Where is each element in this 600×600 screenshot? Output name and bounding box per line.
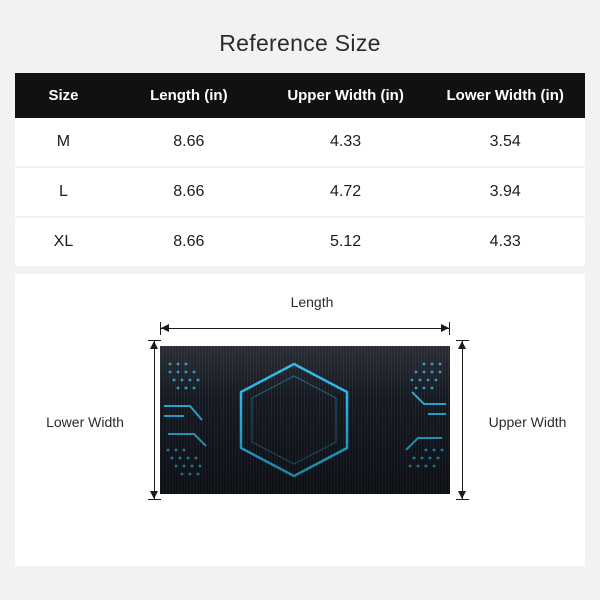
cell-upper-width: 5.12 [266, 217, 426, 266]
upper-width-dimension-arrow [456, 340, 468, 500]
dimension-line [154, 340, 155, 500]
cell-lower-width: 4.33 [425, 217, 585, 266]
lower-width-dimension-arrow [148, 340, 160, 500]
cell-lower-width: 3.54 [425, 118, 585, 167]
arrow-left-icon [161, 324, 169, 332]
length-dimension-arrow [160, 322, 450, 334]
arrow-up-icon [458, 341, 466, 349]
arrow-down-icon [458, 491, 466, 499]
cell-length: 8.66 [112, 217, 266, 266]
column-header-upper-width: Upper Width (in) [266, 73, 426, 118]
dimension-cap-bottom [148, 499, 161, 500]
column-header-length: Length (in) [112, 73, 266, 118]
cell-length: 8.66 [112, 167, 266, 217]
arrow-up-icon [150, 341, 158, 349]
page-title: Reference Size [219, 30, 381, 56]
arrow-down-icon [150, 491, 158, 499]
upper-width-label: Upper Width [488, 414, 567, 430]
lower-width-label: Lower Width [46, 414, 124, 430]
table-row [15, 217, 585, 266]
arrow-right-icon [441, 324, 449, 332]
size-table [15, 73, 585, 266]
column-header-size: Size [15, 73, 112, 118]
cell-size: L [15, 167, 112, 217]
cell-upper-width: 4.72 [266, 167, 426, 217]
length-dimension-label: Length [290, 294, 334, 310]
cell-length: 8.66 [112, 118, 266, 167]
cell-upper-width: 4.33 [266, 118, 426, 167]
cell-size: M [15, 118, 112, 167]
product-shading [160, 346, 450, 494]
measurement-diagram [15, 274, 585, 566]
table-row [15, 167, 585, 217]
dimension-line [160, 328, 450, 329]
cell-lower-width: 3.94 [425, 167, 585, 217]
product-image [160, 346, 450, 494]
dimension-line [462, 340, 463, 500]
dimension-cap-right [449, 322, 450, 335]
column-header-lower-width: Lower Width (in) [425, 73, 585, 118]
table-header-row [15, 73, 585, 118]
cell-size: XL [15, 217, 112, 266]
dimension-cap-bottom [456, 499, 469, 500]
table-row [15, 118, 585, 167]
